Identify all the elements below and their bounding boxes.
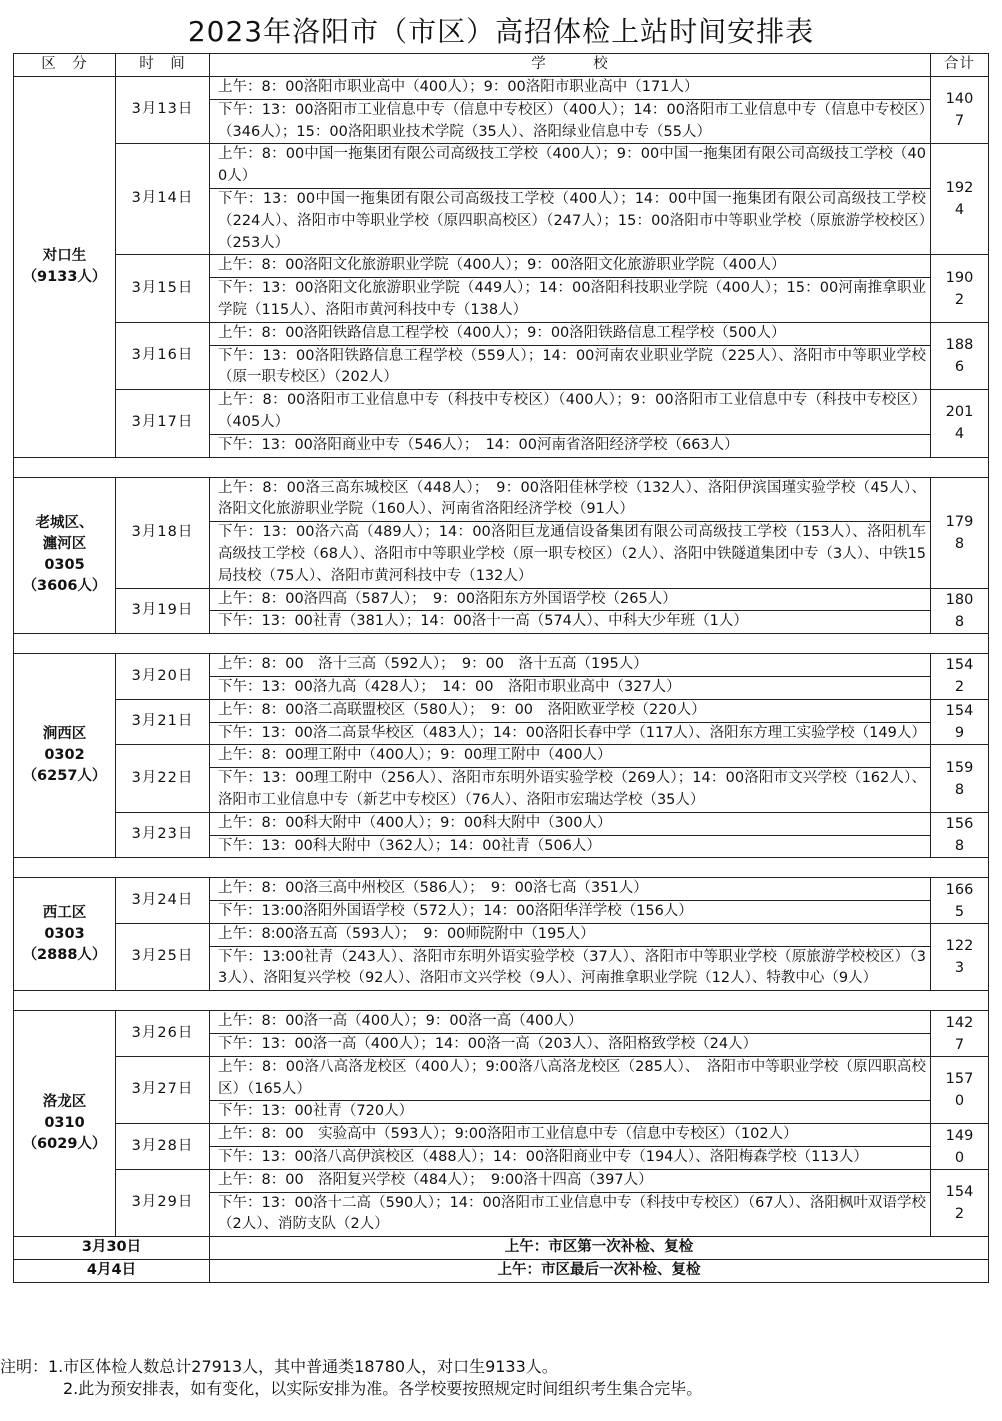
text-line: 8 (954, 535, 965, 552)
district-cell (14, 1011, 116, 1237)
date-cell: 3月24日 (116, 878, 210, 924)
text-line: 西工区 (42, 904, 87, 921)
text-line: 0302 (44, 747, 85, 764)
note-line: 注明：1.市区体检人数总计27913人，其中普通类18780人，对口生9133人。 (0, 1357, 558, 1376)
total-cell (931, 923, 989, 990)
school-line-cell: 上午：8：00洛八高洛龙校区（400人）；9:00洛八高洛龙校区（285人）、 洛阳市中等职业学校（原四职高校区）（165人） (210, 1056, 931, 1101)
district-cell (14, 477, 116, 634)
school-line-cell: 上午：8：00科大附中（400人）；9：00科大附中（300人） (210, 812, 931, 835)
text-line: 4 (954, 426, 965, 443)
notes (0, 1356, 1000, 1400)
school-line-cell: 下午：13：00洛阳市工业信息中专（信息中专校区）（400人）；14：00洛阳市工业信息中专（信息中专校区）（346人）；15：00洛阳职业技术学院（35人）、洛阳绿业信息中专（55人） (210, 99, 931, 144)
header-district: 区 分 (14, 54, 116, 77)
text-line: 9 (954, 725, 965, 742)
school-line-cell: 上午：8：00洛二高联盟校区（580人）； 9：00 洛阳欧亚学校（220人） (210, 699, 931, 722)
table-row (14, 477, 989, 522)
school-line-cell: 下午：13：00理工附中（256人）、洛阳市东明外语实验学校（269人）；14：00洛阳市文兴学校（162人）、洛阳市工业信息中专（新艺中专校区）（76人）、洛阳市宏瑞达学校（35人） (210, 768, 931, 813)
school-line-cell: 上午：8：00中国一拖集团有限公司高级技工学校（400人）；9：00中国一拖集团有限公司高级技工学校（400人） (210, 144, 931, 189)
table-body (14, 77, 989, 1283)
table-row (14, 390, 989, 435)
school-line-cell: 下午：13：00洛八高伊滨校区（488人）；14：00洛阳商业中专（194人）、洛阳梅森学校（113人） (210, 1147, 931, 1170)
note-line: 2.此为预安排表，如有变化，以实际安排为准。各学校要按照规定时间组织考生集合完毕。 (63, 1379, 703, 1398)
text-line: 201 (945, 404, 974, 421)
total-cell (931, 1169, 989, 1236)
school-line-cell: 上午：8：00理工附中（400人）；9：00理工附中（400人） (210, 745, 931, 768)
school-line-cell: 上午：8：00洛四高（587人）； 9：00洛阳东方外国语学校（265人） (210, 588, 931, 611)
date-cell: 3月26日 (116, 1011, 210, 1057)
date-cell: 3月29日 (116, 1169, 210, 1236)
header-time: 时 间 (116, 54, 210, 77)
school-line-cell: 上午：8：00洛一高（400人）；9：00洛一高（400人） (210, 1011, 931, 1034)
schedule-table (13, 53, 989, 1283)
text-line: 4 (954, 202, 965, 219)
school-line-cell: 下午：13：00洛阳商业中专（546人）； 14：00河南省洛阳经济学校（663人） (210, 434, 931, 457)
table-row (14, 255, 989, 278)
text-line: （6257人） (22, 768, 107, 785)
text-line: （2888人） (22, 946, 107, 963)
school-line-cell: 下午：13：00洛阳铁路信息工程学校（559人）；14：00河南农业职业学院（225人）、洛阳市中等职业学校（原一职专校区）（202人） (210, 345, 931, 390)
footer-text-cell: 上午：市区最后一次补检、复检 (210, 1260, 989, 1283)
table-row (14, 923, 989, 946)
district-cell (14, 878, 116, 991)
text-line: 8 (954, 613, 965, 630)
date-cell: 3月16日 (116, 322, 210, 389)
school-line-cell: 下午：13：00洛九高（428人）； 14：00 洛阳市职业高中（327人） (210, 676, 931, 699)
table-row (14, 878, 989, 901)
table-row (14, 1169, 989, 1192)
text-line: 0310 (44, 1115, 85, 1132)
separator-cell (14, 858, 989, 878)
total-cell (931, 745, 989, 812)
date-cell: 3月27日 (116, 1056, 210, 1123)
separator-row (14, 457, 989, 477)
footer-date-cell: 4月4日 (14, 1260, 210, 1283)
text-line: 166 (945, 881, 974, 898)
text-line: （3606人） (22, 578, 107, 595)
text-line: 179 (945, 513, 974, 530)
school-line-cell: 上午：8：00洛阳铁路信息工程学校（400人）；9：00洛阳铁路信息工程学校（500人） (210, 322, 931, 345)
date-cell: 3月25日 (116, 923, 210, 990)
table-row (14, 812, 989, 835)
text-line: 老城区、 (35, 515, 94, 532)
total-cell (931, 878, 989, 924)
date-cell: 3月15日 (116, 255, 210, 322)
footer-date-cell: 3月30日 (14, 1237, 210, 1260)
text-line: 2 (954, 679, 965, 696)
total-cell (931, 699, 989, 745)
district-cell (14, 77, 116, 458)
date-cell: 3月14日 (116, 144, 210, 255)
text-line: 154 (945, 657, 974, 674)
school-line-cell: 上午：8:00洛五高（593人）； 9：00师院附中（195人） (210, 923, 931, 946)
total-cell (931, 144, 989, 255)
text-line: 156 (945, 816, 974, 832)
total-cell (931, 255, 989, 322)
text-line: 洛龙区 (42, 1094, 87, 1111)
date-cell: 3月28日 (116, 1124, 210, 1170)
text-line: 7 (954, 113, 965, 130)
school-line-cell: 上午：8：00洛阳市工业信息中专（科技中专校区）（400人）；9：00洛阳市工业信息中专（科技中专校区）（405人） (210, 390, 931, 435)
table-row (14, 144, 989, 189)
total-cell (931, 322, 989, 389)
text-line: 瀍河区 (42, 536, 87, 553)
district-cell (14, 654, 116, 858)
total-cell (931, 1056, 989, 1123)
date-cell: 3月21日 (116, 699, 210, 745)
text-line: 6 (954, 358, 965, 375)
text-line: 192 (945, 180, 974, 197)
school-line-cell: 上午：8：00洛三高东城校区（448人）； 9：00洛阳佳林学校（132人）、洛阳伊滨国瑾实验学校（45人）、洛阳文化旅游职业学院（160人）、河南省洛阳经济学校（91人） (210, 477, 931, 522)
text-line: 对口生 (42, 247, 87, 264)
school-line-cell: 下午：13：00洛阳文化旅游职业学院（449人）；14：00洛阳科技职业学院（400人）；15：00河南推拿职业学院（115人）、洛阳市黄河科技中专（138人） (210, 278, 931, 323)
separator-row (14, 634, 989, 654)
table-row (14, 77, 989, 100)
table-row (14, 322, 989, 345)
school-line-cell: 下午：13：00科大附中（362人）；14：00社青（506人） (210, 835, 931, 858)
date-cell: 3月17日 (116, 390, 210, 457)
table-row (14, 699, 989, 722)
text-line: 涧西区 (42, 726, 87, 743)
school-line-cell: 下午：13：00洛一高（400人）；14：00洛一高（203人）、洛阳格致学校（24人） (210, 1034, 931, 1057)
footer-row (14, 1237, 989, 1260)
date-cell: 3月22日 (116, 745, 210, 812)
school-line-cell: 上午：8：00洛阳文化旅游职业学院（400人）；9：00洛阳文化旅游职业学院（400人） (210, 255, 931, 278)
total-cell (931, 1124, 989, 1170)
table-row (14, 1056, 989, 1101)
school-line-cell: 上午：8：00 实验高中（593人）；9:00洛阳市工业信息中专（信息中专校区）（102人） (210, 1124, 931, 1147)
text-line: 5 (954, 903, 965, 920)
school-line-cell: 上午：8：00 洛阳复兴学校（484人）； 9:00洛十四高（397人） (210, 1169, 931, 1192)
text-line: 0 (954, 1093, 965, 1110)
table-row (14, 588, 989, 611)
school-line-cell: 下午：13：00洛二高景华校区（483人）；14：00洛阳长春中学（117人）、洛阳东方理工实验学校（149人） (210, 722, 931, 745)
school-line-cell: 下午：13：00中国一拖集团有限公司高级技工学校（400人）；14：00中国一拖集团有限公司高级技工学校（224人）、洛阳市中等职业学校（原四职高校区）（247人）；15：00洛阳市中等职业学校（原旅游学校校区）（253人） (210, 188, 931, 254)
total-cell (931, 77, 989, 144)
separator-cell (14, 457, 989, 477)
text-line: 140 (945, 91, 974, 108)
total-cell (931, 588, 989, 634)
date-cell: 3月18日 (116, 477, 210, 588)
text-line: 188 (945, 336, 974, 353)
text-line: 8 (954, 838, 965, 854)
page-title: 2023年洛阳市（市区）高招体检上站时间安排表 (187, 15, 815, 48)
school-line-cell: 下午：13：00社青（381人）；14：00洛十一高（574人）、中科大少年班（1人） (210, 611, 931, 634)
total-cell (931, 477, 989, 588)
text-line: （6029人） (22, 1136, 107, 1153)
footer-row (14, 1260, 989, 1283)
text-line: 180 (945, 591, 974, 608)
text-line: 0303 (44, 925, 85, 942)
total-cell (931, 390, 989, 457)
school-line-cell: 下午：13:00社青（243人）、洛阳市东明外语实验学校（37人）、洛阳市中等职业学校（原旅游学校校区）（33人）、洛阳复兴学校（92人）、洛阳市文兴学校（9人）、河南推拿职业学院（12人）、特教中心（9人） (210, 946, 931, 991)
total-cell (931, 812, 989, 858)
text-line: 0 (954, 1149, 965, 1166)
table-header-row (14, 54, 989, 77)
date-cell: 3月23日 (116, 812, 210, 858)
text-line: 0305 (44, 557, 85, 574)
header-total: 合计 (931, 54, 989, 77)
date-cell: 3月19日 (116, 588, 210, 634)
school-line-cell: 下午：13：00社青（720人） (210, 1101, 931, 1124)
footer-text-cell: 上午：市区第一次补检、复检 (210, 1237, 989, 1260)
school-line-cell: 下午：13:00洛阳外国语学校（572人）；14：00洛阳华洋学校（156人） (210, 901, 931, 924)
text-line: 122 (945, 938, 974, 955)
separator-row (14, 858, 989, 878)
text-line: 3 (954, 960, 965, 977)
school-line-cell: 上午：8：00洛三高中州校区（586人）； 9：00洛七高（351人） (210, 878, 931, 901)
total-cell (931, 654, 989, 700)
text-line: 8 (954, 781, 965, 798)
text-line: 7 (954, 1036, 965, 1053)
text-line: 142 (945, 1014, 974, 1031)
text-line: 149 (945, 1127, 974, 1144)
text-line: 159 (945, 759, 974, 776)
text-line: 190 (945, 269, 974, 286)
table-row (14, 1124, 989, 1147)
text-line: （9133人） (22, 268, 107, 285)
text-line: 2 (954, 291, 965, 308)
school-line-cell: 上午：8：00 洛十三高（592人）； 9：00 洛十五高（195人） (210, 654, 931, 677)
school-line-cell: 下午：13：00洛十二高（590人）；14：00洛阳市工业信息中专（科技中专校区）（67人）、洛阳枫叶双语学校（2人）、消防支队（2人） (210, 1192, 931, 1237)
school-line-cell: 下午：13：00洛六高（489人）；14：00洛阳巨龙通信设备集团有限公司高级技工学校（153人）、洛阳机车高级技工学校（68人）、洛阳市中等职业学校（原一职专校区）（2人）、洛阳中铁隧道集团中专（3人）、中铁15局技校（75人）、洛阳市黄河科技中专（132人） (210, 522, 931, 588)
separator-cell (14, 991, 989, 1011)
date-cell: 3月13日 (116, 77, 210, 144)
total-cell (931, 1011, 989, 1057)
text-line: 157 (945, 1071, 974, 1088)
table-row (14, 654, 989, 677)
separator-cell (14, 634, 989, 654)
table-row (14, 1011, 989, 1034)
header-school: 学 校 (210, 54, 931, 77)
text-line: 2 (954, 1206, 965, 1223)
date-cell: 3月20日 (116, 654, 210, 700)
text-line: 154 (945, 703, 974, 720)
school-line-cell: 上午：8：00洛阳市职业高中（400人）；9：00洛阳市职业高中（171人） (210, 77, 931, 100)
separator-row (14, 991, 989, 1011)
text-line: 154 (945, 1184, 974, 1201)
table-row (14, 745, 989, 768)
